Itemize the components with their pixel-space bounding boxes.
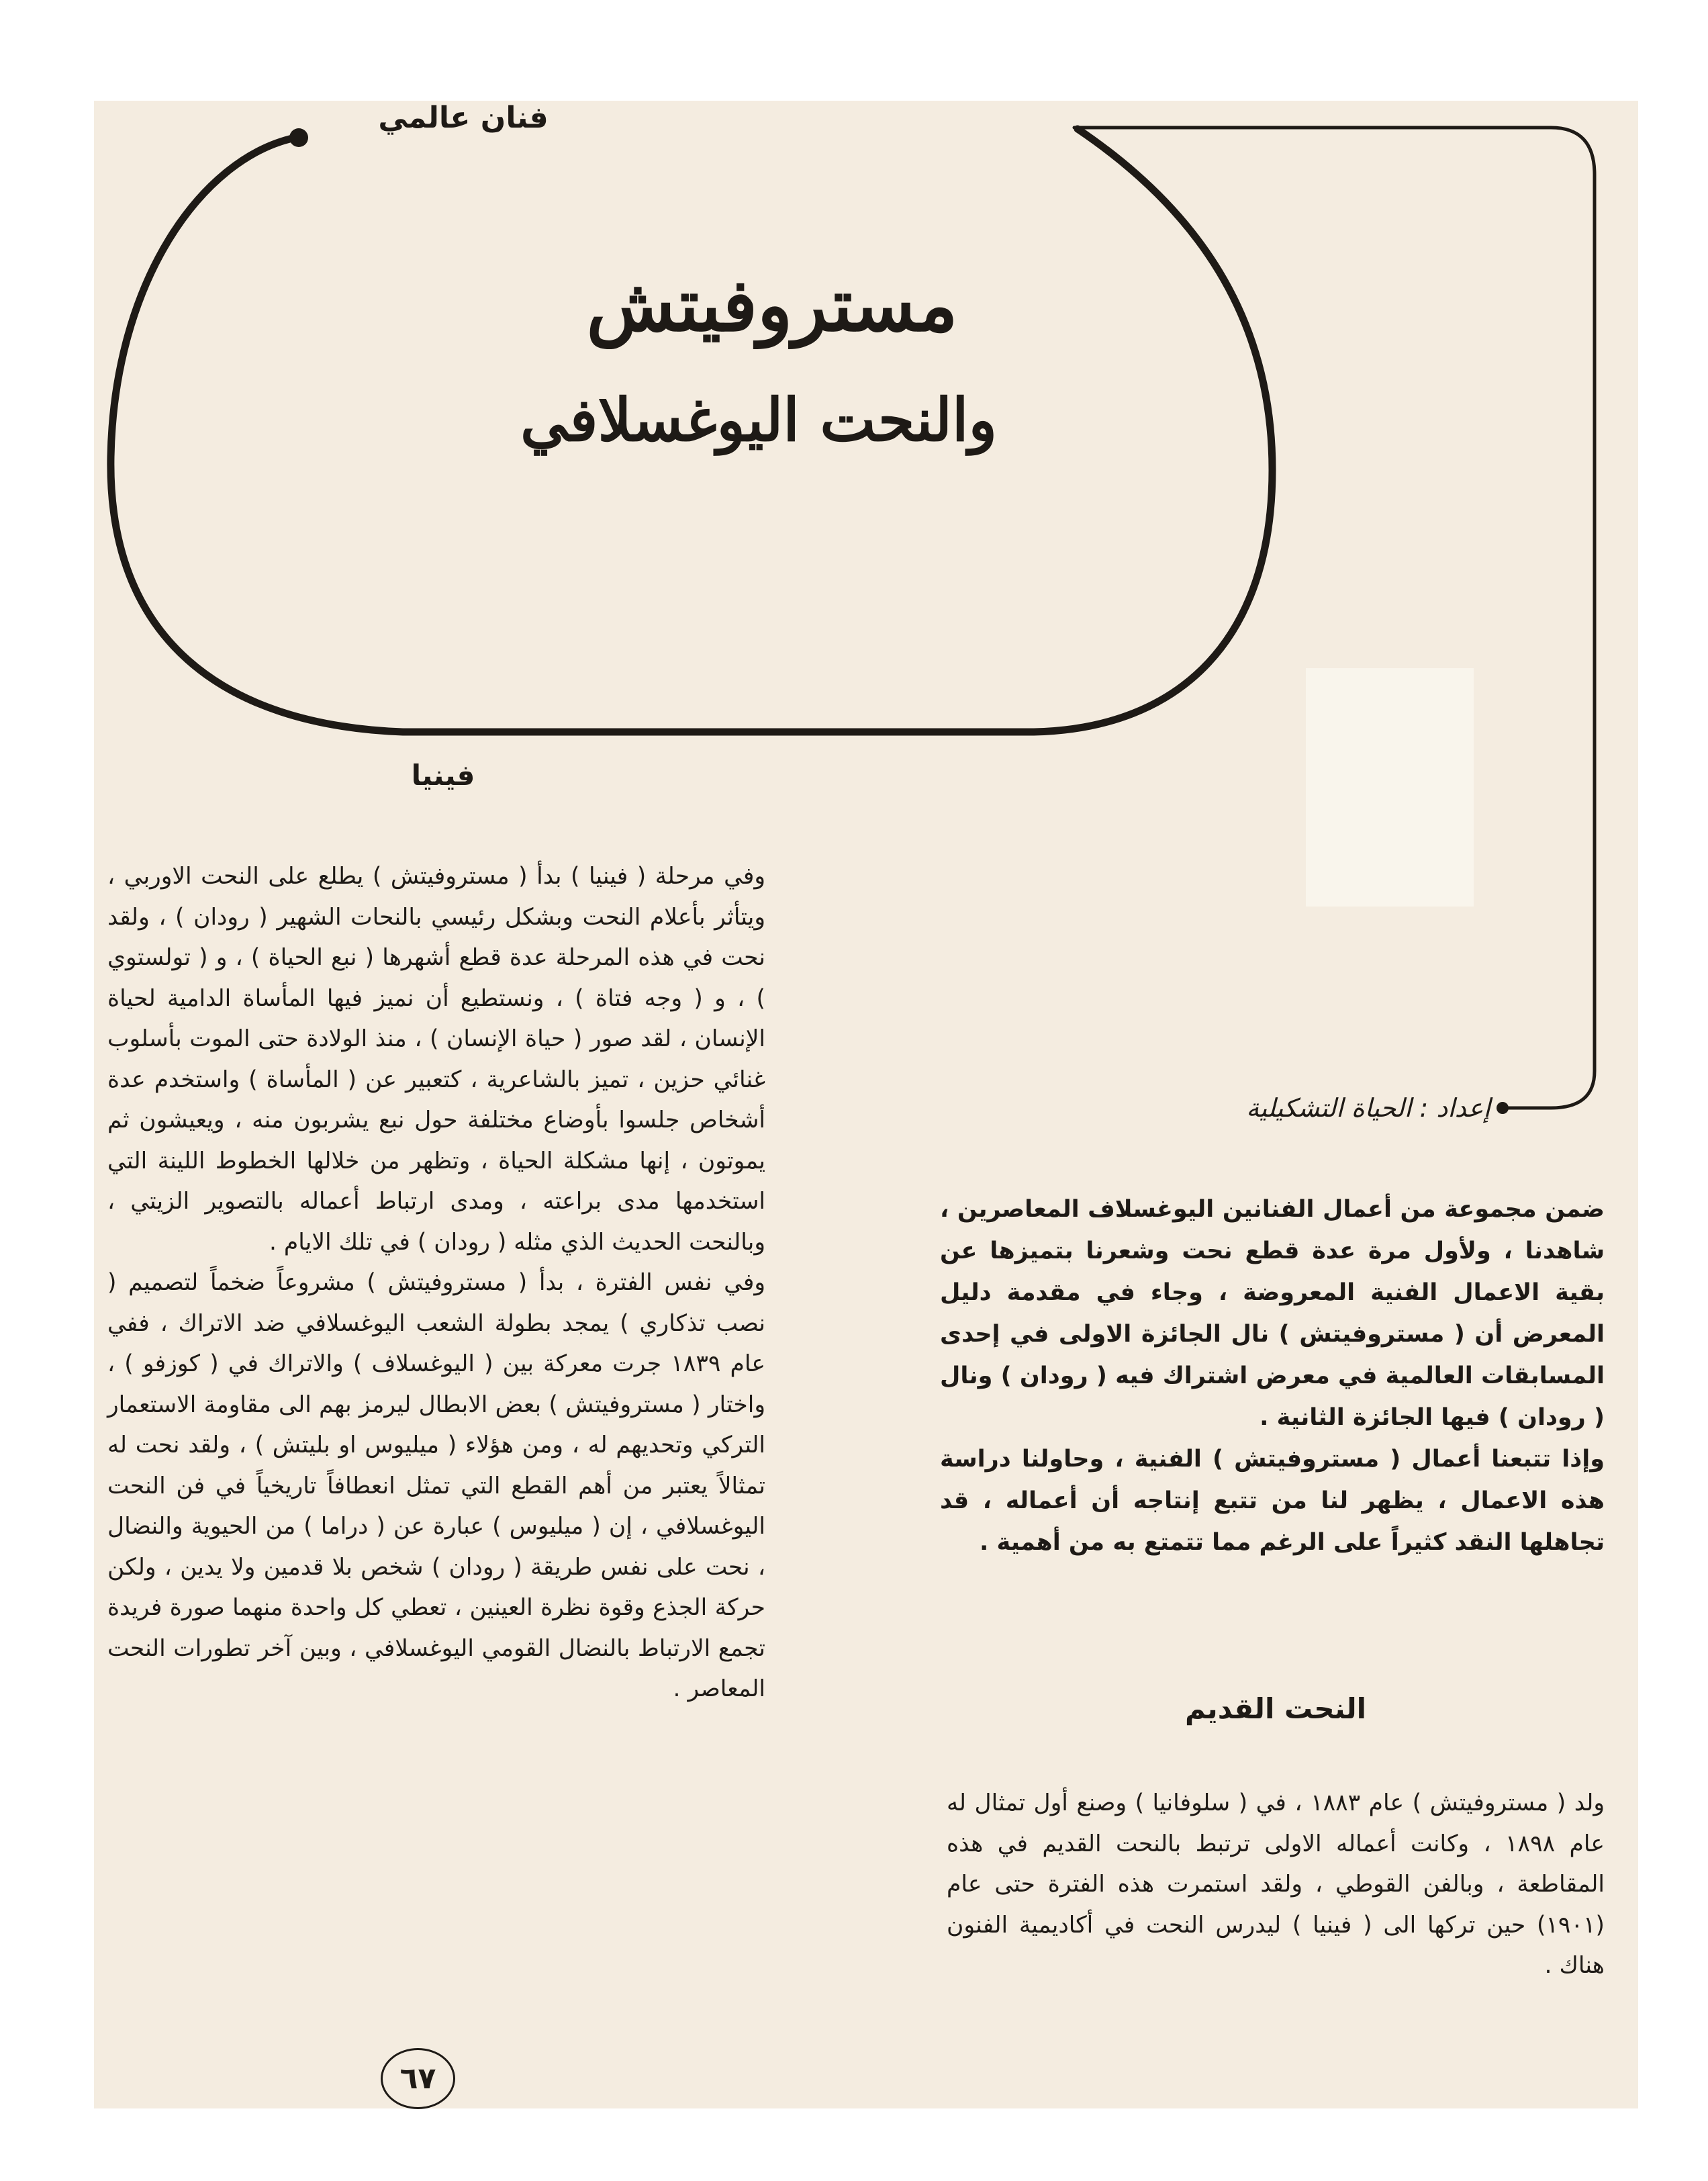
paragraph: ولد ( مستروفيتش ) عام ١٨٨٣ ، في ( سلوفانيا ) وصنع أول تمثال له عام ١٨٩٨ ، وكانت أعماله الاولى ترتبط بالنحت القديم في هذه المقاطعة ، وبالفن القوطي ، ولقد استمرت هذه الفترة حتى عام (١٩٠١) حين تركها الى ( فينيا ) ليدرس النحت في أكاديمية الفنون هناك .	[947, 1790, 1605, 1979]
image-placeholder	[1306, 668, 1474, 907]
right-column	[947, 1783, 1605, 2105]
article-title: مستروفيتش	[586, 263, 958, 348]
paragraph: وفي نفس الفترة ، بدأ ( مستروفيتش ) مشروعاً ضخماً لتصميم ( نصب تذكاري ) يمجد بطولة الشعب اليوغسلافي ضد الاتراك ، ففي عام ١٨٣٩ جرت معركة بين ( اليوغسلاف ) والاتراك في ( كوزفو ) ، واختار ( مستروفيتش ) بعض الابطال ليرمز بهم الى مقاومة الاستعمار التركي وتحديهم له ، ومن هؤلاء ( ميليوس او بليتش ) ، ولقد نحت له تمثالاً يعتبر من أهم القطع التي تمثل انعطافاً تاريخياً في فن النحت اليوغسلافي ، إن ( ميليوس ) عبارة عن ( دراما ) من الحيوية والنضال ، نحت على نفس طريقة ( رودان ) شخص بلا قدمين ولا يدين ، ولكن حركة الجذع وقوة نظرة العينين ، تعطي كل واحدة منهما صورة فريدة تجمع الارتباط بالنضال القومي اليوغسلافي ، وبين آخر تطورات النحت المعاصر .	[107, 1269, 765, 1702]
title-frame-dot	[289, 128, 308, 147]
right-bracket-line	[1074, 128, 1595, 1108]
section-label: فنان عالمي	[378, 101, 549, 135]
right-bracket-dot	[1497, 1102, 1509, 1114]
page-number: ٦٧	[381, 2048, 455, 2109]
article-subtitle: والنحت اليوغسلافي	[520, 385, 997, 455]
intro-column	[940, 1189, 1605, 1645]
paragraph: وفي مرحلة ( فينيا ) بدأ ( مستروفيتش ) يطلع على النحت الاوربي ، ويتأثر بأعلام النحت وبشكل رئيسي بالنحات الشهير ( رودان ) ، ولقد نحت في هذه المرحلة عدة قطع أشهرها ( نبع الحياة ) ، و ( تولستوي ) ، و ( وجه فتاة ) ، ونستطيع أن نميز فيها المأساة الدامية لحياة الإنسان ، لقد صور ( حياة الإنسان ) ، منذ الولادة حتى الموت بأسلوب غنائي حزين ، تميز بالشاعرية ، كتعبير عن ( المأساة ) واستخدم عدة أشخاص جلسوا بأوضاع مختلفة حول نبع يشربون منه ، ويعيشون ثم يموتون ، إنها مشكلة الحياة ، وتظهر من خلالها الخطوط اللينة التي استخدمها مدى براعته ، ومدى ارتباط أعماله بالتصوير الزيتي ، وبالنحت الحديث الذي مثله ( رودان ) في تلك الايام .	[107, 863, 765, 1256]
intro-paragraph: ضمن مجموعة من أعمال الفنانين اليوغسلاف المعاصرين ، شاهدنا ، ولأول مرة عدة قطع نحت وشعرنا بتميزها عن بقية الاعمال الفنية المعروضة ، وجاء في مقدمة دليل المعرض أن ( مستروفيتش ) نال الجائزة الاولى في إحدى المسابقات العالمية في معرض اشتراك فيه ( رودان ) ونال ( رودان ) فيها الجائزة الثانية .	[940, 1196, 1605, 1431]
section-heading-ancient-sculpture: النحت القديم	[1184, 1692, 1367, 1725]
left-column	[107, 856, 765, 2045]
section-heading-vienna: فينيا	[411, 759, 475, 792]
author-credit: إعداد : الحياة التشكيلية	[1246, 1093, 1490, 1123]
intro-paragraph: وإذا تتبعنا أعمال ( مستروفيتش ) الفنية ، وحاولنا دراسة هذه الاعمال ، يظهر لنا من تتبع إنتاجه أن أعماله ، قد تجاهلها النقد كثيراً على الرغم مما تتمتع به من أهمية .	[940, 1446, 1605, 1556]
